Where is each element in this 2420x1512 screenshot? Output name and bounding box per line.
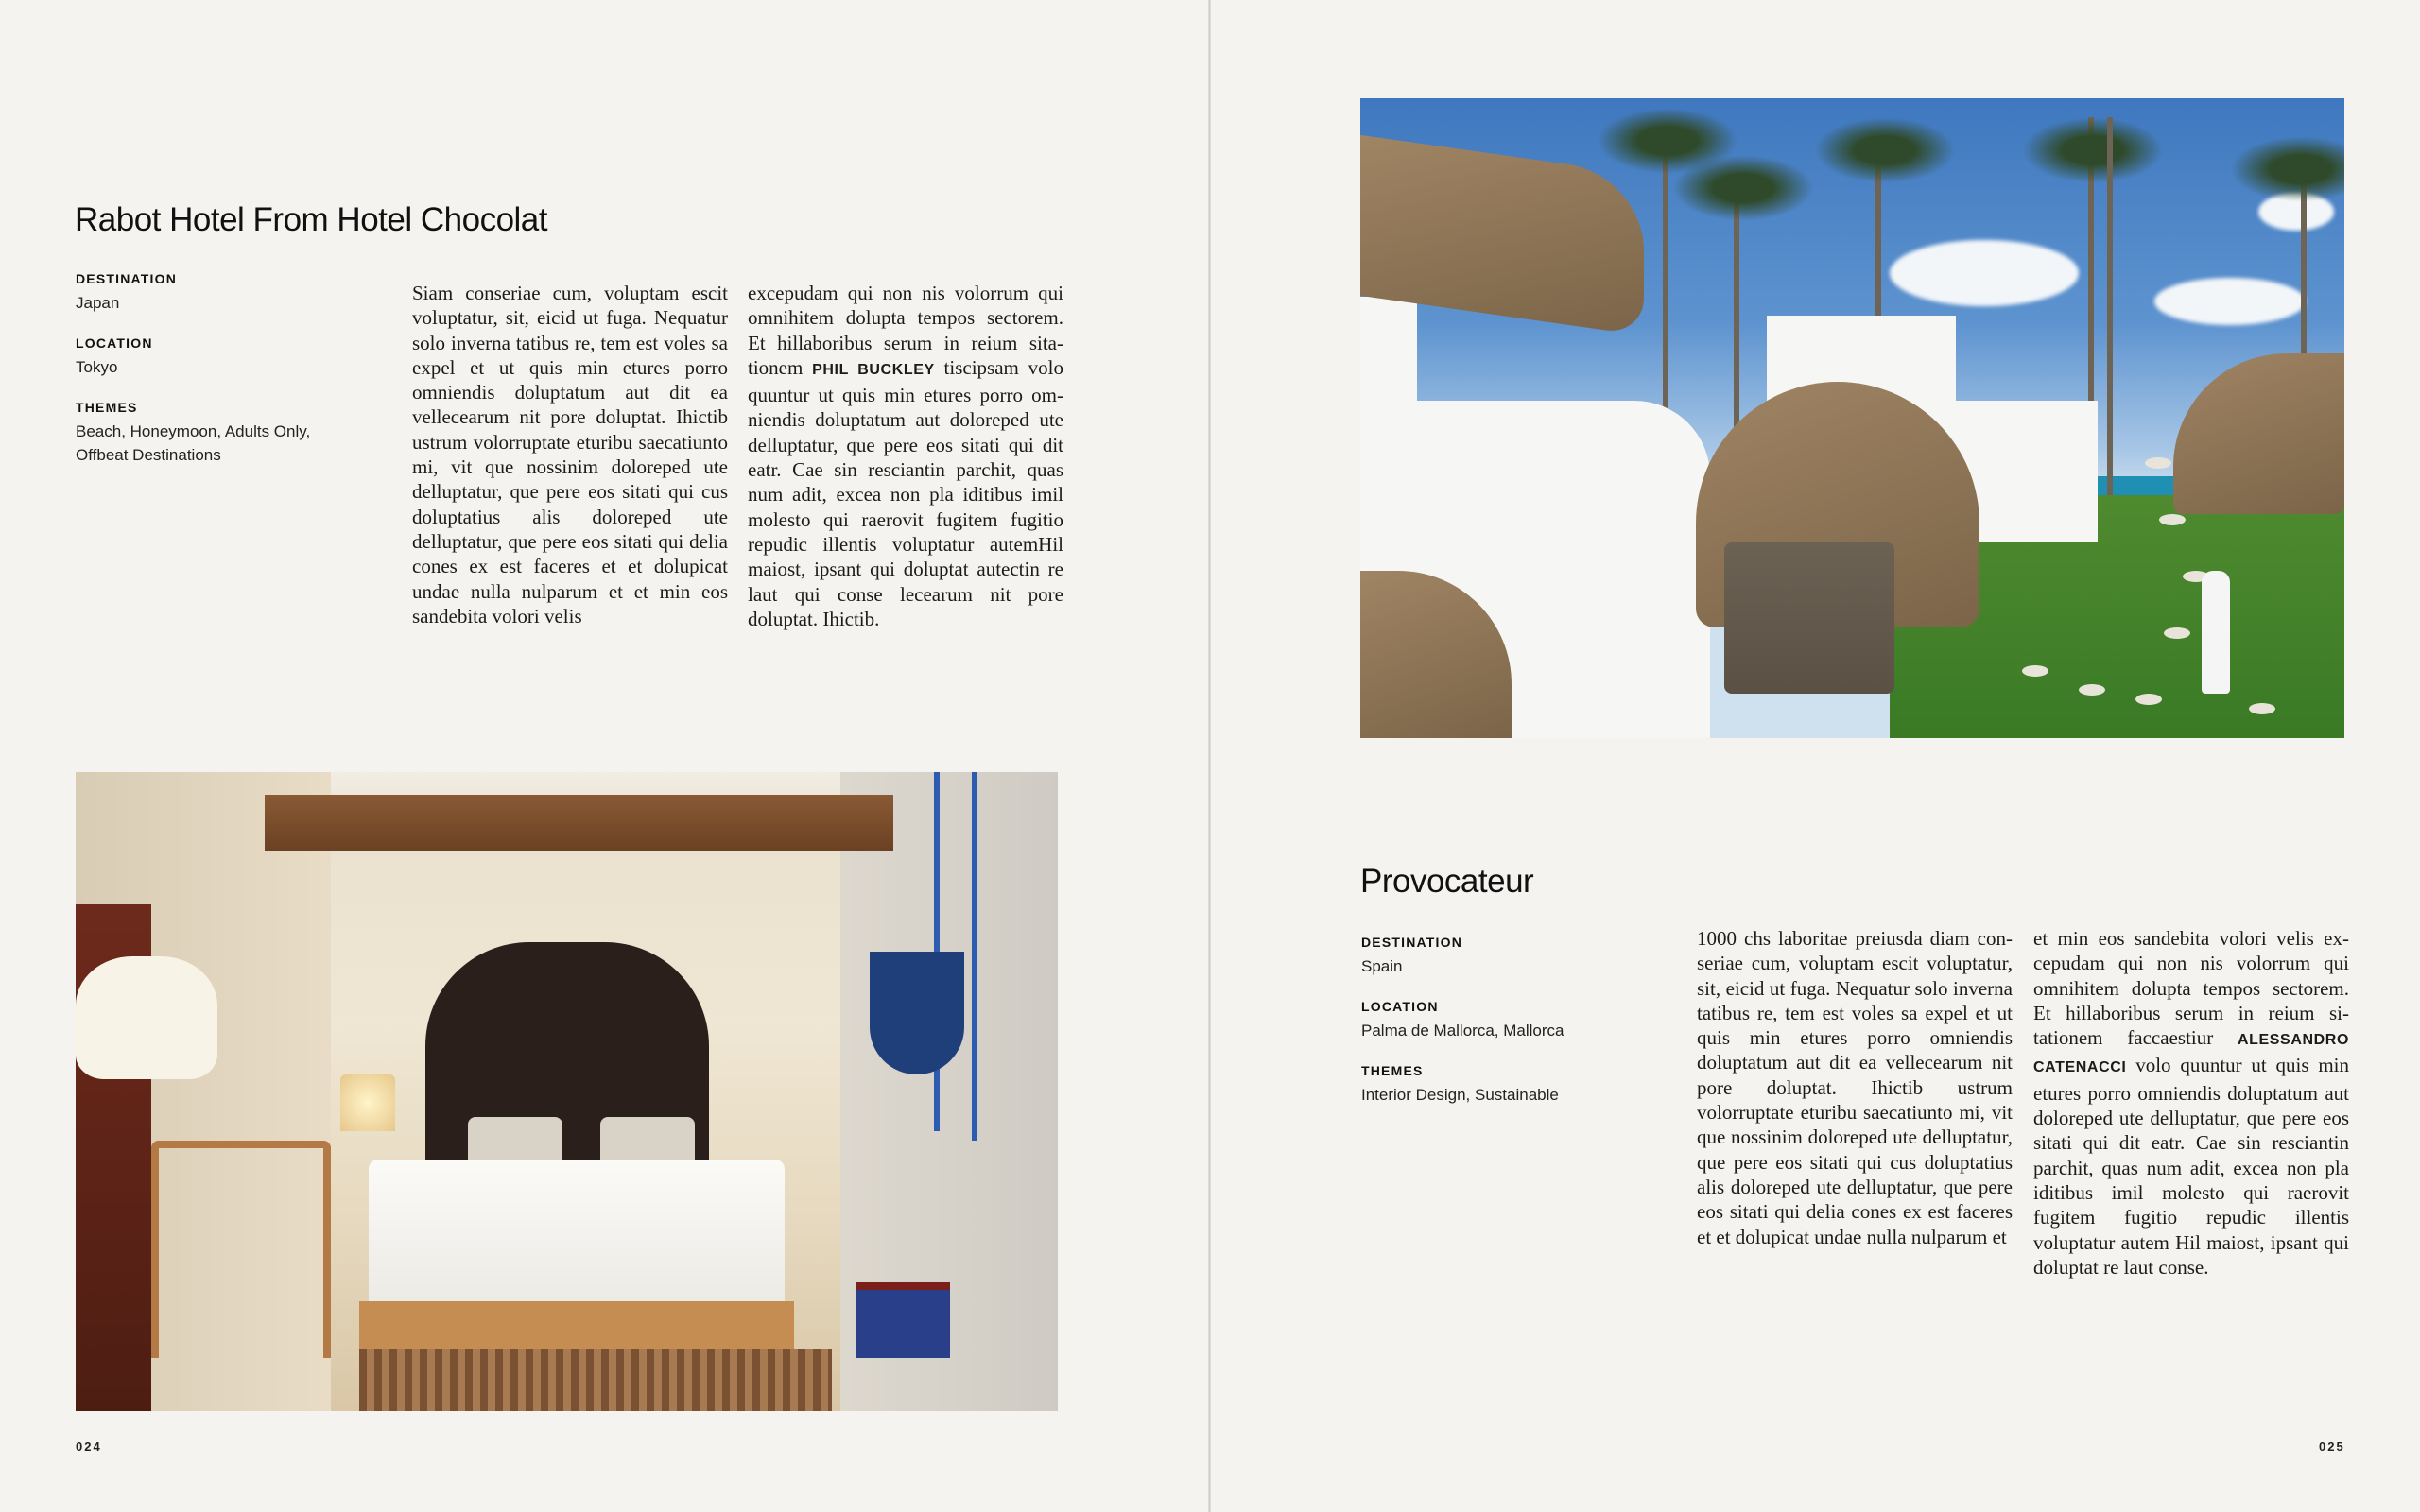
photo-stool xyxy=(856,1282,950,1358)
body-text: et min eos sandebita volori velis excepudam qui non nis volorrum qui omnihitem dolupta tempos sectorem. Et hillaboribus serum in reium sitationem faccaestiur xyxy=(2033,927,2349,1050)
photo-bed-frame xyxy=(359,1301,794,1349)
photo-bed xyxy=(369,1160,785,1301)
entry-title: Rabot Hotel From Hotel Chocolat xyxy=(75,201,547,238)
body-text: excepudam qui non nis volorrum qui omnihitem dolupta tempos sectorem. Et hillaboribus serum in reium sitationem xyxy=(748,282,1063,379)
photo-rope xyxy=(972,772,977,1141)
photo-chair xyxy=(151,1141,331,1358)
body-column-2 xyxy=(2033,926,2349,1280)
photo-stepping-stone xyxy=(2249,703,2275,714)
body-column-2 xyxy=(748,281,1063,631)
photo-cloud xyxy=(2154,278,2306,325)
photo-stepping-stone xyxy=(2079,684,2105,696)
photo-wooden-beam xyxy=(265,795,893,851)
photo-stepping-stone xyxy=(2159,514,2186,525)
meta-value-themes: Beach, Honeymoon, Adults Only, Offbeat Destinations xyxy=(76,422,311,464)
meta-label-destination: DESTINATION xyxy=(76,271,178,286)
entry-title: Provocateur xyxy=(1360,863,1534,900)
body-column-1: 1000 chs laboritae preiusda diam conseriae cum, voluptam escit voluptatur, sit, eicid ut fuga. Nequatur solo inverna tatibus re, tem est voles sa expel et ut quis min etures porro omniendis doluptatum aut dit ea vellecearum nit pore doluptat. Ihictib ustrum volorruptate eturibu saecatiunto mi, vit que nossinim doloreped ute delluptatur, que pere eos sitati qui cus doluptatius alis doloreped ute delluptatur, que pere eos sitati qui delia cones ex est faceres et et dolupicat undae nulla nulparum et xyxy=(1697,927,2013,1248)
photo-cloud xyxy=(1890,240,2079,306)
beach-resort-photo xyxy=(1360,98,2344,738)
meta-value-destination: Spain xyxy=(1361,957,1403,975)
meta-label-themes: THEMES xyxy=(76,400,138,415)
body-column-1: Siam conseriae cum, voluptam escit voluptatur, sit, eicid ut fuga. Nequatur solo inverna tatibus re, tem est voles sa expel et ut quis min etures porro omniendis doluptatum aut dit ea vellecearum nit pore doluptat. Ihictib ustrum volorruptate eturibu saecatiunto mi, vit que nossinim doloreped ute delluptatur, que pere eos sitati qui cus doluptatius alis doloreped ute delluptatur, que pere eos sitati qui delia cones ex est faceres et et dolupicat undae nulla nulparum et et min eos sandebita volori velis xyxy=(412,282,728,627)
page-number: 024 xyxy=(76,1439,102,1453)
body-text: tiscipsam volo quuntur ut quis min etures porro omniendis doluptatum aut doloreped ute delluptatur, que pere eos sitati qui dit eatr. Cae sin resciantin parchit, quas num adit, excea non pla iditibus imil molesto qui raerovit fugitem fugitio repudic illentis voluptatur autemHil maiost, ipsant qui doluptat autectin re laut qui conse lecearum nit pore doluptat. Ihictib. xyxy=(748,355,1063,630)
photographer-credit: PHIL BUCKLEY xyxy=(812,361,935,378)
photo-palm-fronds xyxy=(1672,155,1814,221)
photo-lampshade xyxy=(76,956,217,1079)
meta-label-themes: THEMES xyxy=(1361,1063,1424,1078)
entry-meta xyxy=(1361,935,1645,1127)
meta-label-location: LOCATION xyxy=(76,335,153,351)
entry-meta xyxy=(76,271,359,488)
photo-stepping-stone xyxy=(2145,457,2171,469)
meta-value-destination: Japan xyxy=(76,294,120,312)
photo-rug xyxy=(359,1349,832,1411)
photo-stepping-stone xyxy=(2022,665,2048,677)
body-text: volo quuntur ut quis min etures porro omniendis doluptatum aut doloreped ute delluptatur, que pere eos sitati qui dit eatr. Cae sin resciantin parchit, quas num adit, excea non pla iditibus imil molesto qui raerovit fugitem fugitio repudic illentis voluptatur autem Hil maiost, ipsant qui doluptat re laut conse. xyxy=(2033,1054,2349,1279)
meta-value-themes: Interior Design, Sustainable xyxy=(1361,1086,1559,1104)
photo-lamp xyxy=(340,1074,395,1131)
photo-thatched-hut xyxy=(2173,353,2344,514)
meta-value-location: Tokyo xyxy=(76,358,118,376)
bedroom-interior-photo xyxy=(76,772,1058,1411)
photographer-credit: ALESSANDRO CATENACCI xyxy=(2033,1032,2349,1076)
photo-person-walking xyxy=(2202,571,2230,694)
page-number: 025 xyxy=(2319,1439,2345,1453)
photo-stepping-stone xyxy=(2164,627,2190,639)
meta-value-location: Palma de Mallorca, Mallorca xyxy=(1361,1022,1564,1040)
photo-stone-wall xyxy=(1724,542,1894,694)
photo-stepping-stone xyxy=(2135,694,2162,705)
meta-label-location: LOCATION xyxy=(1361,999,1439,1014)
meta-label-destination: DESTINATION xyxy=(1361,935,1463,950)
photo-hammock xyxy=(870,952,964,1074)
photo-palm-fronds xyxy=(2230,136,2344,202)
photo-palm-fronds xyxy=(1814,117,1956,183)
photo-palm-fronds xyxy=(2022,117,2164,183)
